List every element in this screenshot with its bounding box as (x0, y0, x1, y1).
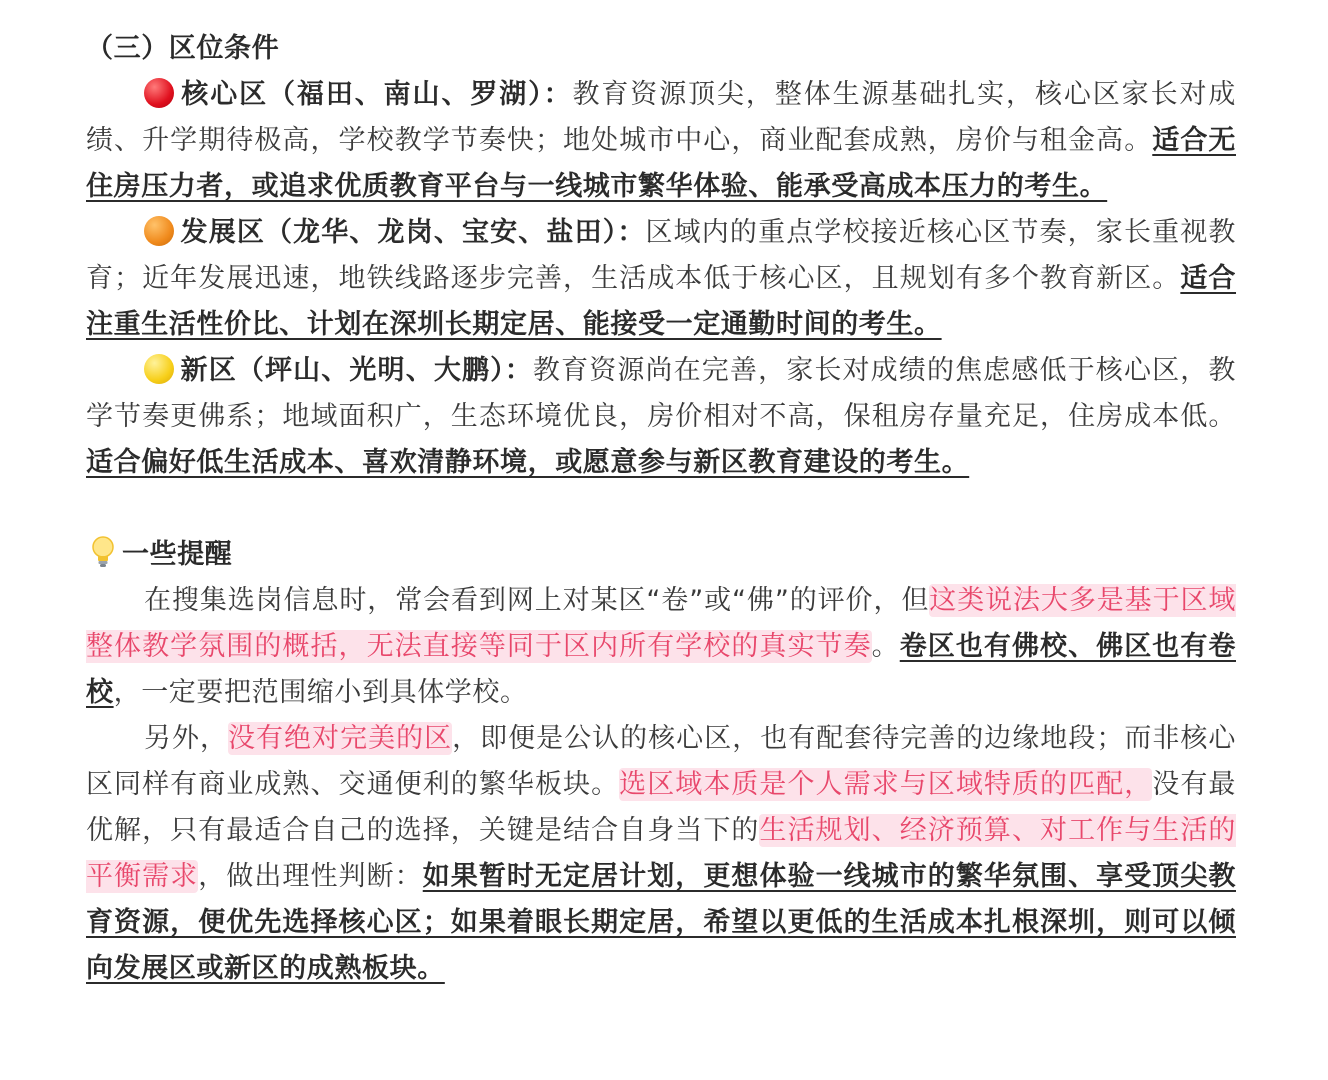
tips-heading: 一些提醒 (122, 539, 233, 570)
text-run: ，一定要把范围缩小到具体学校。 (113, 677, 528, 708)
zone-text: 教育资源尚在完善，家长对成绩的焦虑感低于核心区，教学节奏更佛系；地域面积广，生态环境优良，房价相对不高，保租房存量充足，住房成本低。 (86, 355, 1236, 432)
text-run: ，即便是公认的核心区，也有配套待完善的边缘地段；而非核心区同样有商业成熟、交通便利的繁华板块。 (86, 723, 1236, 800)
text-run: ，做出理性判断： (198, 861, 423, 892)
zone-title: 新区（坪山、光明、大鹏）： (180, 355, 533, 386)
text-run: 。 (871, 631, 900, 662)
underlined-text: 如果暂时无定居计划，更想体验一线城市的繁华氛围、享受顶尖教育资源，便优先选择核心区；如果着眼长期定居，希望以更低的生活成本扎根深圳，则可以倾向发展区或新区的成熟板块。 (86, 861, 1236, 984)
highlight-text: 生活规划、经济预算、对工作与生活的平衡需求 (86, 815, 1236, 892)
zone-developing-paragraph (86, 210, 1236, 348)
zone-core-paragraph (86, 72, 1236, 210)
highlight-text: 这类说法大多是基于区域整体教学氛围的概括，无法直接等同于区内所有学校的真实节奏 (86, 585, 1236, 662)
zone-title: 核心区（福田、南山、罗湖）： (180, 79, 573, 110)
zone-fit: 适合偏好低生活成本、喜欢清静环境，或愿意参与新区教育建设的考生。 (86, 447, 970, 478)
zone-fit: 适合注重生活性价比、计划在深圳长期定居、能接受一定通勤时间的考生。 (86, 263, 1237, 340)
text-run: 另外， (144, 723, 229, 754)
tips-paragraph-2 (86, 716, 1236, 992)
document (86, 26, 1236, 992)
zone-text: 教育资源顶尖，整体生源基础扎实，核心区家长对成绩、升学期待极高，学校教学节奏快；地处城市中心，商业配套成熟，房价与租金高。 (86, 79, 1236, 156)
zone-title: 发展区（龙华、龙岗、宝安、盐田）： (180, 217, 646, 248)
tips-heading-row (86, 532, 1236, 578)
lightbulb-icon (90, 535, 116, 569)
zone-text: 区域内的重点学校接近核心区节奏，家长重视教育；近年发展迅速，地铁线路逐步完善，生活成本低于核心区，且规划有多个教育新区。 (86, 217, 1236, 294)
underlined-text: 卷区也有佛校、佛区也有卷校 (86, 631, 1236, 708)
tips-paragraph-1 (86, 578, 1236, 716)
orange-circle-icon (144, 216, 174, 246)
text-run: 没有最优解，只有最适合自己的选择，关键是结合自身当下的 (86, 769, 1237, 846)
spacer (86, 486, 1236, 532)
red-circle-icon (144, 78, 174, 108)
highlight-text: 选区域本质是个人需求与区域特质的匹配， (619, 769, 1153, 800)
section-heading: （三）区位条件 (86, 33, 280, 64)
yellow-circle-icon (144, 354, 174, 384)
zone-fit: 适合无住房压力者，或追求优质教育平台与一线城市繁华体验、能承受高成本压力的考生。 (86, 125, 1236, 202)
highlight-text: 没有绝对完美的区 (228, 723, 453, 754)
zone-new-paragraph (86, 348, 1236, 486)
text-run: 在搜集选岗信息时，常会看到网上对某区“卷”或“佛”的评价，但 (144, 585, 930, 616)
